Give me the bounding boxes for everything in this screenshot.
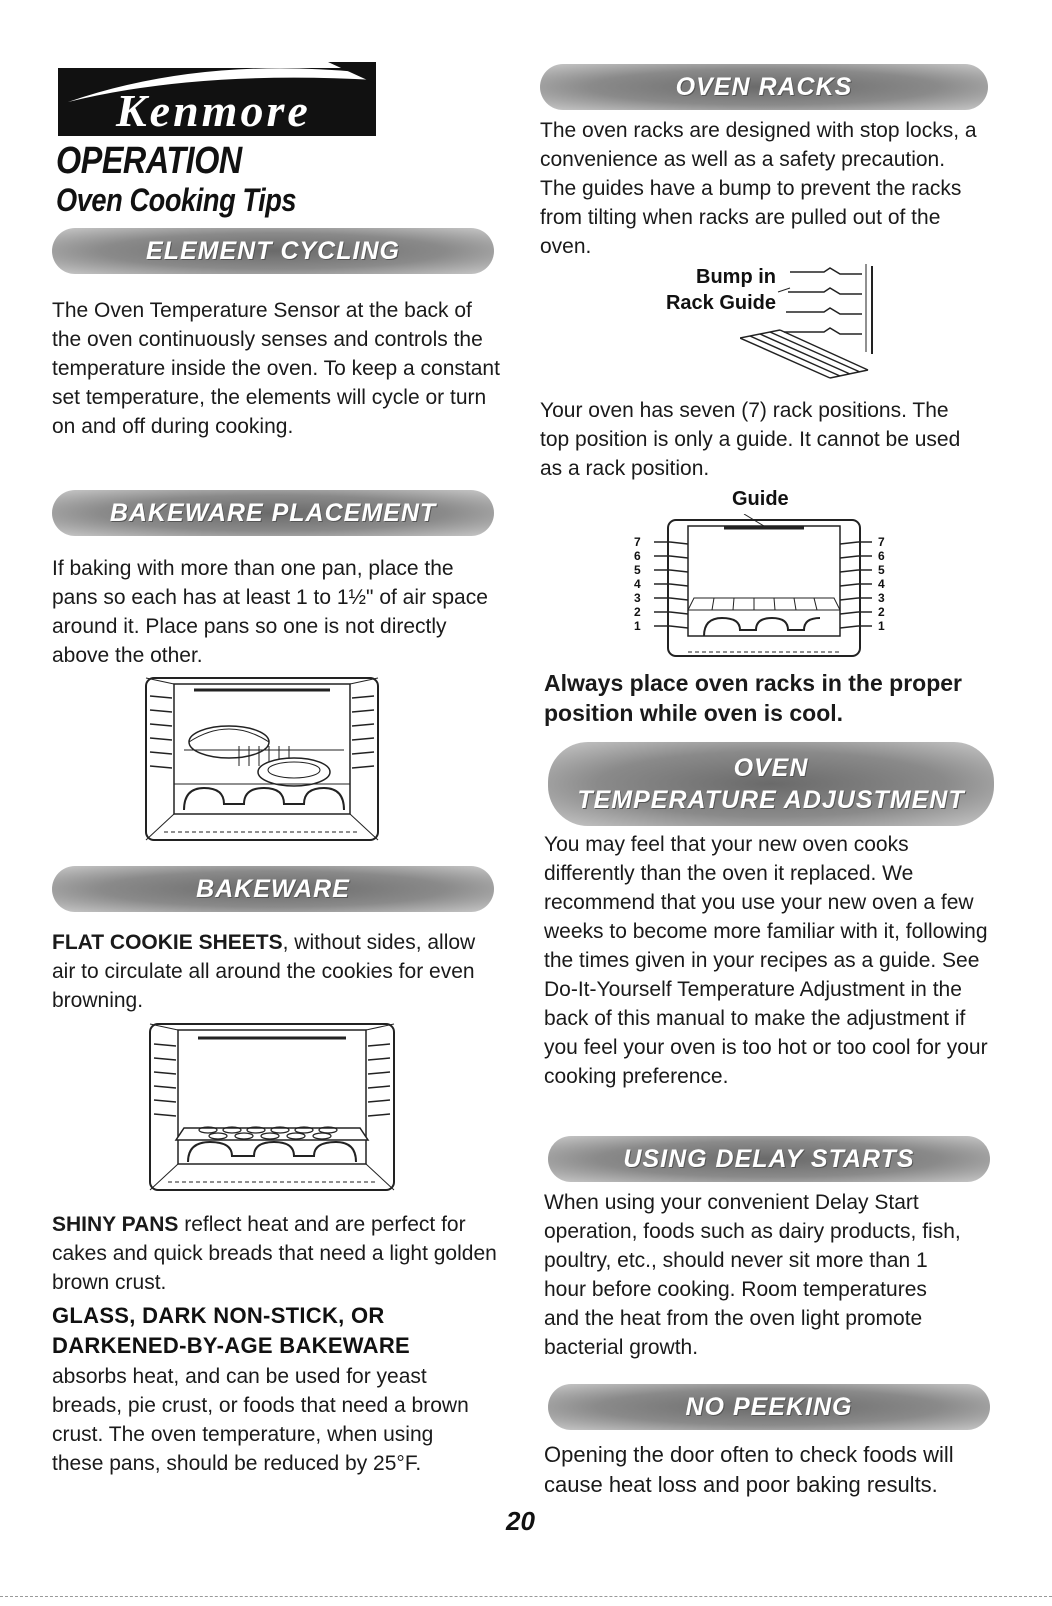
banner-oven-racks: OVEN RACKS [540,64,988,110]
rack-positions-text: Your oven has seven (7) rack positions. The top position is only a guide. It cannot be used as a rack position. [540,399,961,480]
rack-guide-illustration [740,258,880,388]
banner-oven-temperature-adjustment: OVEN TEMPERATURE ADJUSTMENT [548,742,994,826]
kenmore-logo [58,62,376,136]
kenmore-logo-text: Kenmore [116,85,311,136]
oven-pans-illustration [144,676,380,844]
rack-positions-illustration [644,514,884,664]
shiny-pans-heading: SHINY PANS [52,1213,179,1236]
page-title: OPERATION [56,140,242,182]
page-subtitle: Oven Cooking Tips [56,182,297,218]
bump-in-rack-guide-label: Bump in Rack Guide [665,266,776,314]
banner-element-cycling: ELEMENT CYCLING [52,228,494,274]
rack-caution-text: Always place oven racks in the proper position while oven is cool. [544,670,962,726]
flat-cookie-sheets-text: FLAT COOKIE SHEETS, without sides, allow air to circulate all around the cookies for even browning. [52,931,476,1012]
banner-bakeware: BAKEWARE [52,866,494,912]
guide-label: Guide [732,488,789,510]
element-cycling-text: The Oven Temperature Sensor at the back of the oven continuously senses and controls the temperature inside the oven. To keep a constant set temperature, the elements will cycle or turn on and off during cooking. [52,299,500,438]
oven-cookie-sheet-illustration [148,1022,396,1194]
flat-cookie-sheets-heading: FLAT COOKIE SHEETS [52,931,283,954]
banner-bakeware-placement: BAKEWARE PLACEMENT [52,490,494,536]
glass-bakeware-text: absorbs heat, and can be used for yeast breads, pie crust, or foods that need a brown crust. The oven temperature, when using these pans, should be reduced by 25°F. [52,1365,469,1475]
bakeware-placement-text: If baking with more than one pan, place the pans so each has at least 1 to 1½" of air space around it. Place pans so one is not directly above the other. [52,557,488,667]
page-number: 20 [506,1506,535,1536]
glass-bakeware-heading-2: DARKENED-BY-AGE BAKEWARE [52,1333,410,1358]
temperature-adjustment-text: You may feel that your new oven cooks differently than the oven it replaced. We recommend that you use your new oven a few weeks to become more familiar with it, following the times given in your recipes as a guide. See Do-It-Yourself Temperature Adjustment in the back of this manual to make the adjustment if you feel your oven is too hot or too cool for your cooking preference. [544,833,988,1088]
delay-starts-text: When using your convenient Delay Start operation, foods such as dairy products, fish, poultry, etc., should never sit more than 1 hour before cooking. Room temperatures and the heat from the oven light promote bacterial growth. [544,1191,961,1359]
shiny-pans-text: SHINY PANS reflect heat and are perfect for cakes and quick breads that need a light golden brown crust. [52,1213,497,1294]
banner-using-delay-starts: USING DELAY STARTS [548,1136,990,1182]
no-peeking-text: Opening the door often to check foods will cause heat loss and poor baking results. [544,1442,954,1497]
bottom-rule [0,1596,1052,1597]
rack-numbers-right: 7 6 5 4 3 2 1 [878,535,885,633]
banner-no-peeking: NO PEEKING [548,1384,990,1430]
oven-racks-text: The oven racks are designed with stop locks, a convenience as well as a safety precaution. The guides have a bump to prevent the racks from tilting when racks are pulled out of the oven. [540,119,977,258]
glass-bakeware-heading-1: GLASS, DARK NON-STICK, OR [52,1303,385,1328]
rack-numbers-left: 7 6 5 4 3 2 1 [634,535,641,633]
